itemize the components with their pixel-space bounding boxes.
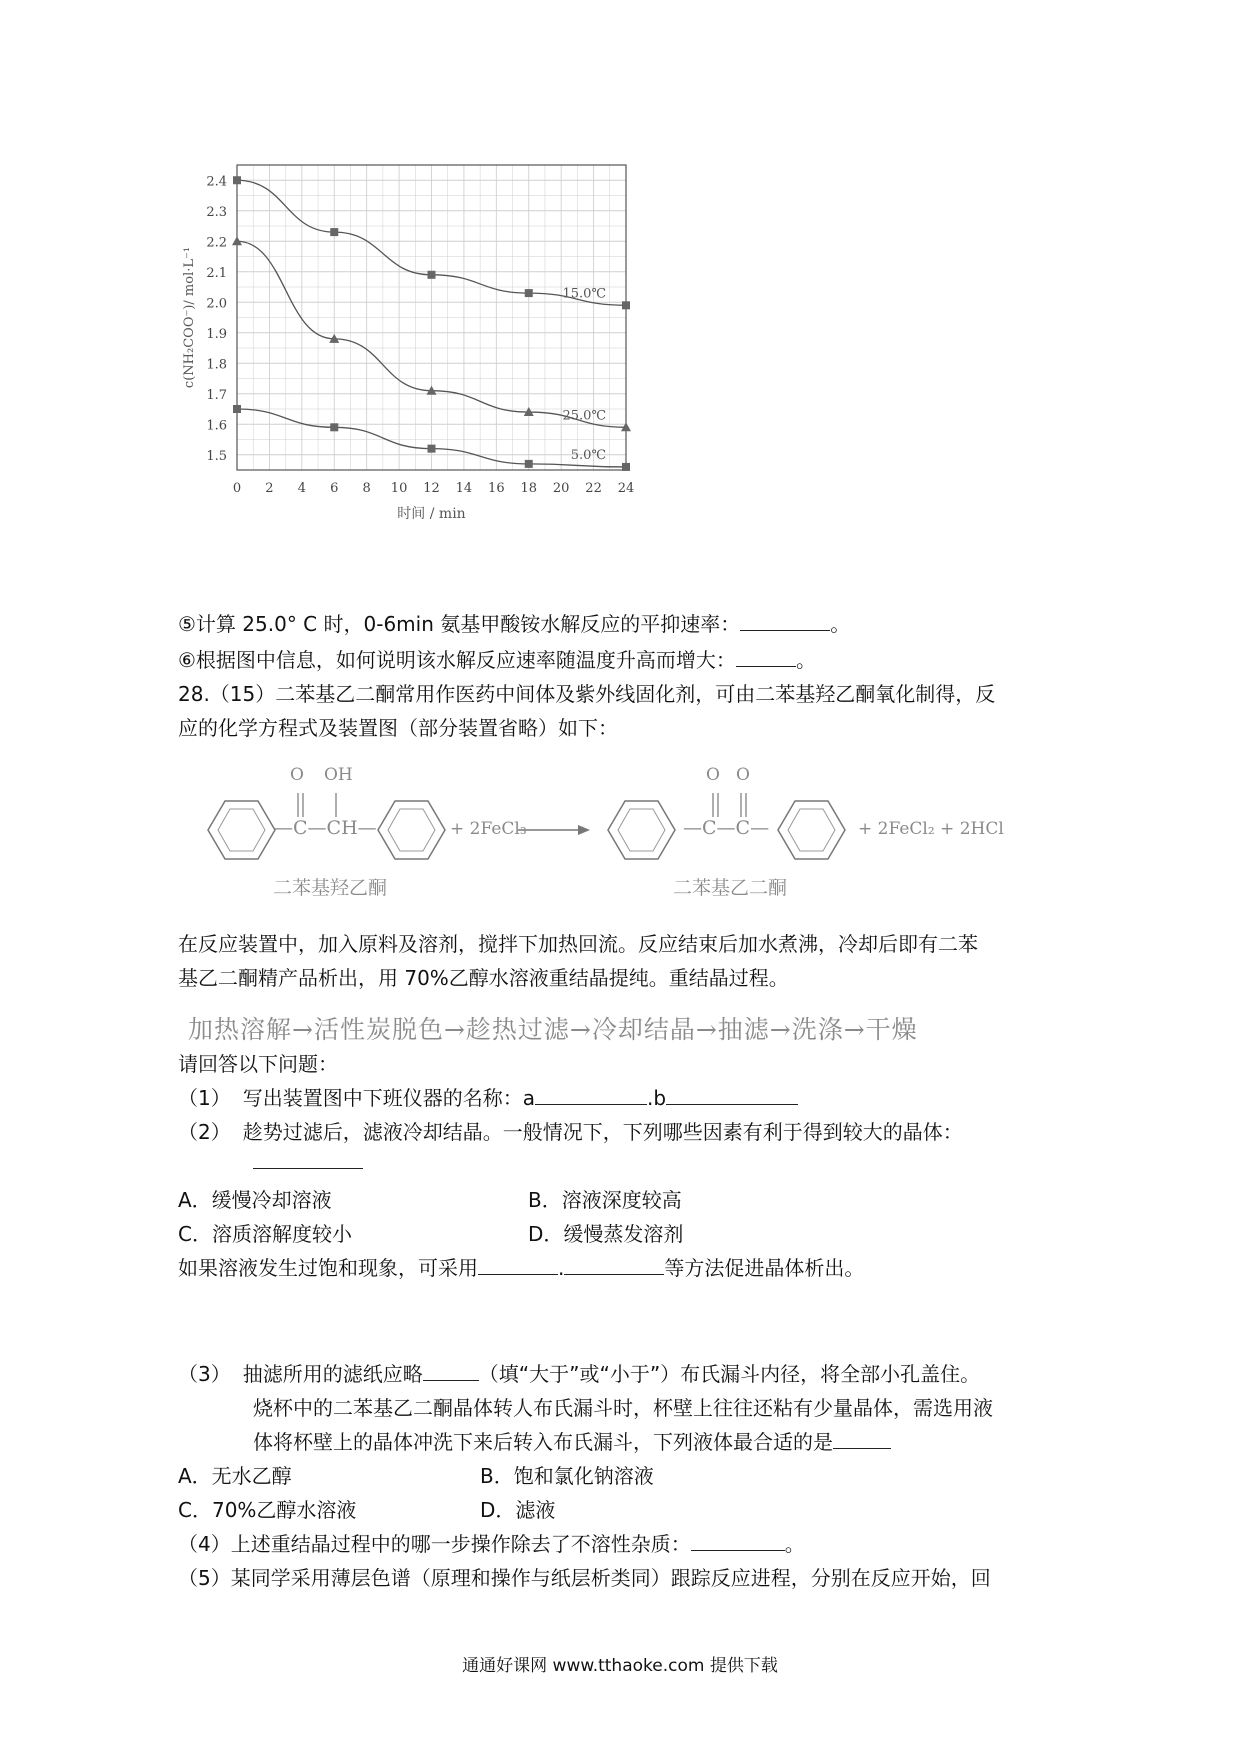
y-tick-label: 1.9 [206,326,227,342]
data-point [622,301,630,309]
x-tick-label: 18 [520,481,538,496]
data-point [622,463,630,471]
series-label: 15.0℃ [562,286,606,302]
reactant-chain: —C—CH— [274,817,377,839]
y-tick-label: 2.1 [206,265,227,281]
chart-plot [160,160,720,600]
question-5-text: ⑤计算 25.0° C 时，0-6min 氨基甲酸铵水解反应的平抑速率： [178,612,741,636]
question-2 [178,1118,963,1146]
product-name: 二苯基乙二酮 [673,877,788,899]
x-tick-label: 12 [423,481,440,496]
reactant-name: 二苯基羟乙酮 [273,877,388,899]
question-28-line-1: 28.（15）二苯基乙二酮常用作医药中间体及紫外线固化剂，可由二苯基羟乙酮氧化制得，反 [178,682,996,706]
option-2a: A．缓慢冷却溶液 [178,1188,332,1212]
x-tick-label: 14 [455,481,473,496]
x-tick-label: 0 [232,481,242,496]
question-3-text-end: （填“大于”或“小于”）布氏漏斗内径，将全部小孔盖住。 [478,1362,981,1386]
y-tick-label: 1.6 [206,418,227,434]
question-2-follow-text: 如果溶液发生过饱和现象，可采用 [178,1256,478,1280]
answer-blank-b[interactable] [666,1084,798,1105]
reactant-carbonyl-o: O [290,765,304,785]
option-3b: B．饱和氯化钠溶液 [480,1464,654,1488]
concentration-chart [160,160,720,600]
reactant-hydroxyl: OH [324,765,353,785]
question-4 [178,1530,805,1558]
y-tick-label: 2.3 [206,204,227,220]
y-tick-label: 2.2 [206,235,227,251]
procedure-line-1: 在反应装置中，加入原料及溶剂，搅拌下加热回流。反应结束后加水煮沸，冷却后即有二苯 [178,932,978,956]
byproducts-label: + 2FeCl₂ + 2HCl [858,819,1004,839]
question-2-number: （2） [178,1120,231,1144]
page-footer: 通通好课网 www.tthaoke.com 提供下载 [462,1656,778,1676]
y-tick-label: 1.5 [206,448,227,464]
question-4-end: 。 [784,1532,805,1556]
x-tick-label: 6 [330,481,339,496]
question-4-text: （4）上述重结晶过程中的哪一步操作除去了不溶性杂质： [178,1532,691,1556]
recrystallization-flow: 加热溶解→活性炭脱色→趁热过滤→冷却结晶→抽滤→洗涤→干燥 [188,1015,918,1044]
instructions: 请回答以下问题： [178,1052,338,1076]
answer-blank[interactable] [253,1168,363,1169]
data-point [525,460,533,468]
question-6-end: 。 [795,648,816,672]
question-3-line-3 [253,1428,891,1456]
option-2c: C．溶质溶解度较小 [178,1222,352,1246]
reaction-scheme [178,755,1038,905]
x-tick-label: 4 [297,481,306,496]
product-carbonyl-o-2: O [736,765,750,785]
option-2b: B．溶液深度较高 [528,1188,682,1212]
option-3d: D．滤液 [480,1498,556,1522]
data-point [428,445,436,453]
answer-blank[interactable] [423,1360,479,1381]
question-1-number: （1） [178,1086,231,1110]
question-28-line-2: 应的化学方程式及装置图（部分装置省略）如下： [178,716,618,740]
question-5 [178,610,850,638]
y-tick-label: 1.8 [206,357,227,373]
answer-blank[interactable] [691,1530,785,1551]
product-chain: —C—C— [683,817,770,839]
y-tick-label: 2.4 [206,174,227,190]
y-tick-label: 2.0 [206,296,227,312]
answer-blank[interactable] [736,646,796,667]
answer-blank-a[interactable] [535,1084,647,1105]
answer-blank[interactable] [564,1254,664,1275]
question-3-line-1 [178,1360,980,1388]
arrow-icon [578,825,590,835]
x-axis-label: 时间 / min [397,506,466,522]
data-point [428,271,436,279]
data-point [525,289,533,297]
answer-blank[interactable] [478,1254,558,1275]
reagent-label: + 2FeCl₃ [450,819,527,839]
y-tick-label: 1.7 [206,387,227,403]
question-2-follow-end: 等方法促进晶体析出。 [664,1256,865,1280]
question-6-text: ⑥根据图中信息，如何说明该水解反应速率随温度升高而增大： [178,648,736,672]
question-1-text: 写出装置图中下班仪器的名称：a [242,1086,535,1110]
data-point [232,236,242,245]
question-5b: （5）某同学采用薄层色谱（原理和操作与纸层析类同）跟踪反应进程，分别在反应开始，回 [178,1566,991,1590]
question-2-text: 趁势过滤后，滤液冷却结晶。一般情况下，下列哪些因素有利于得到较大的晶体： [242,1120,963,1144]
answer-blank[interactable] [740,610,830,631]
question-2-follow [178,1254,864,1282]
separator: . [558,1256,565,1280]
series-label: 5.0℃ [570,447,606,463]
y-axis-label: c(NH₂COO⁻)/ mol·L⁻¹ [182,246,197,389]
question-3-number: （3） [178,1362,231,1386]
question-1 [178,1084,798,1112]
data-point [330,423,338,431]
question-3-line-2: 烧杯中的二苯基乙二酮晶体转人布氏漏斗时，杯壁上往往还粘有少量晶体，需选用液 [253,1396,993,1420]
product-carbonyl-o-1: O [706,765,720,785]
x-tick-label: 8 [362,481,371,496]
series-label: 25.0℃ [562,408,606,424]
x-tick-label: 22 [585,481,602,496]
x-tick-label: 24 [617,481,635,496]
option-2d: D．缓慢蒸发溶剂 [528,1222,684,1246]
question-1-b-label: .b [647,1086,667,1110]
x-tick-label: 10 [390,481,408,496]
data-point [233,176,241,184]
x-tick-label: 20 [552,481,570,496]
question-5-end: 。 [830,612,851,636]
data-point [330,228,338,236]
answer-blank[interactable] [833,1428,891,1449]
option-3c: C．70%乙醇水溶液 [178,1498,357,1522]
x-tick-label: 2 [265,481,274,496]
question-3-text: 抽滤所用的滤纸应略 [242,1362,423,1386]
data-point [233,405,241,413]
option-3a: A．无水乙醇 [178,1464,292,1488]
procedure-line-2: 基乙二酮精产品析出，用 70%乙醇水溶液重结晶提纯。重结晶过程。 [178,966,789,990]
x-tick-label: 16 [488,481,505,496]
question-3-line-3-text: 体将杯壁上的晶体冲洗下来后转入布氏漏斗，下列液体最合适的是 [253,1430,833,1454]
question-6 [178,646,816,674]
